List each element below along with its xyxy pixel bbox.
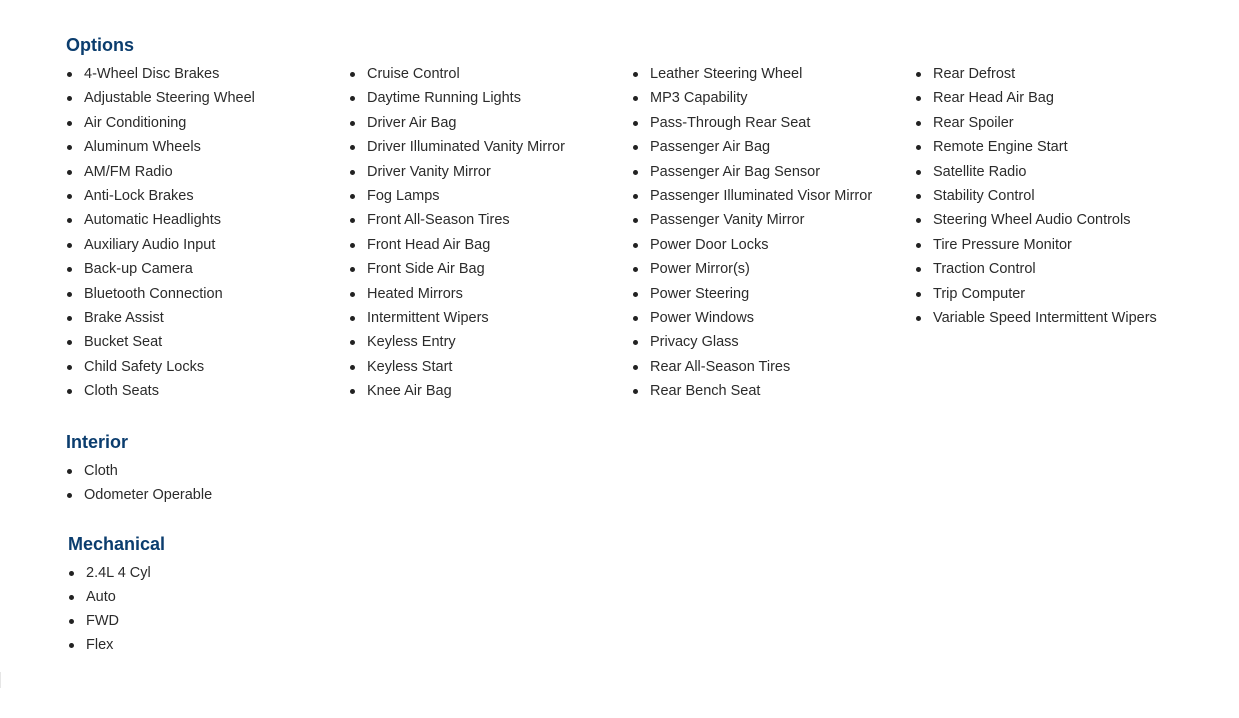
list-item: Front Head Air Bag <box>349 233 632 257</box>
list-item: Keyless Entry <box>349 330 632 354</box>
list-item: Variable Speed Intermittent Wipers <box>915 306 1198 330</box>
list-item: Power Door Locks <box>632 233 915 257</box>
list-item: Air Conditioning <box>66 111 349 135</box>
list-item: Child Safety Locks <box>66 355 349 379</box>
list-item: Intermittent Wipers <box>349 306 632 330</box>
list-item: Passenger Air Bag Sensor <box>632 160 915 184</box>
list-item: Rear Bench Seat <box>632 379 915 403</box>
list-item: Cruise Control <box>349 62 632 86</box>
options-column-1 <box>66 62 349 404</box>
list-item: Cloth <box>66 459 349 483</box>
list-item: FWD <box>68 609 351 633</box>
list-item: Fog Lamps <box>349 184 632 208</box>
list-item: Rear All-Season Tires <box>632 355 915 379</box>
list-item: Keyless Start <box>349 355 632 379</box>
options-column-4 <box>915 62 1198 404</box>
list-item: Leather Steering Wheel <box>632 62 915 86</box>
list-item: Privacy Glass <box>632 330 915 354</box>
list-item: Remote Engine Start <box>915 135 1198 159</box>
options-heading: Options <box>66 35 134 55</box>
list-item: 2.4L 4 Cyl <box>68 561 351 585</box>
list-item: Back-up Camera <box>66 257 349 281</box>
list-item: Steering Wheel Audio Controls <box>915 208 1198 232</box>
list-item: Front Side Air Bag <box>349 257 632 281</box>
list-item: Passenger Illuminated Visor Mirror <box>632 184 915 208</box>
list-item: Bucket Seat <box>66 330 349 354</box>
list-item: Anti-Lock Brakes <box>66 184 349 208</box>
interior-section <box>66 431 349 508</box>
list-item: Cloth Seats <box>66 379 349 403</box>
list-item: Passenger Air Bag <box>632 135 915 159</box>
list-item: Brake Assist <box>66 306 349 330</box>
list-item: Auxiliary Audio Input <box>66 233 349 257</box>
list-item: Tire Pressure Monitor <box>915 233 1198 257</box>
list-item: Front All-Season Tires <box>349 208 632 232</box>
list-item: Power Steering <box>632 282 915 306</box>
list-item: Traction Control <box>915 257 1198 281</box>
list-item: Trip Computer <box>915 282 1198 306</box>
mechanical-section <box>68 533 351 657</box>
list-item: Rear Defrost <box>915 62 1198 86</box>
list-item: Satellite Radio <box>915 160 1198 184</box>
mechanical-list <box>68 561 351 657</box>
list-item: Auto <box>68 585 351 609</box>
interior-heading: Interior <box>66 432 129 452</box>
interior-list <box>66 459 349 508</box>
list-item: Heated Mirrors <box>349 282 632 306</box>
list-item: Automatic Headlights <box>66 208 349 232</box>
options-section <box>66 34 1198 404</box>
list-item: Flex <box>68 633 351 657</box>
list-item: Driver Air Bag <box>349 111 632 135</box>
list-item: Bluetooth Connection <box>66 282 349 306</box>
list-item: Rear Spoiler <box>915 111 1198 135</box>
list-item: Driver Illuminated Vanity Mirror <box>349 135 632 159</box>
options-columns <box>66 62 1198 404</box>
list-item: Aluminum Wheels <box>66 135 349 159</box>
list-item: Adjustable Steering Wheel <box>66 86 349 110</box>
list-item: Power Windows <box>632 306 915 330</box>
options-column-3 <box>632 62 915 404</box>
options-column-2 <box>349 62 632 404</box>
edge-divider <box>0 672 1 688</box>
list-item: Pass-Through Rear Seat <box>632 111 915 135</box>
list-item: Odometer Operable <box>66 483 349 507</box>
list-item: Driver Vanity Mirror <box>349 160 632 184</box>
list-item: MP3 Capability <box>632 86 915 110</box>
list-item: 4-Wheel Disc Brakes <box>66 62 349 86</box>
list-item: Passenger Vanity Mirror <box>632 208 915 232</box>
list-item: Power Mirror(s) <box>632 257 915 281</box>
mechanical-heading: Mechanical <box>68 534 166 554</box>
list-item: Knee Air Bag <box>349 379 632 403</box>
list-item: Rear Head Air Bag <box>915 86 1198 110</box>
list-item: Daytime Running Lights <box>349 86 632 110</box>
list-item: Stability Control <box>915 184 1198 208</box>
list-item: AM/FM Radio <box>66 160 349 184</box>
